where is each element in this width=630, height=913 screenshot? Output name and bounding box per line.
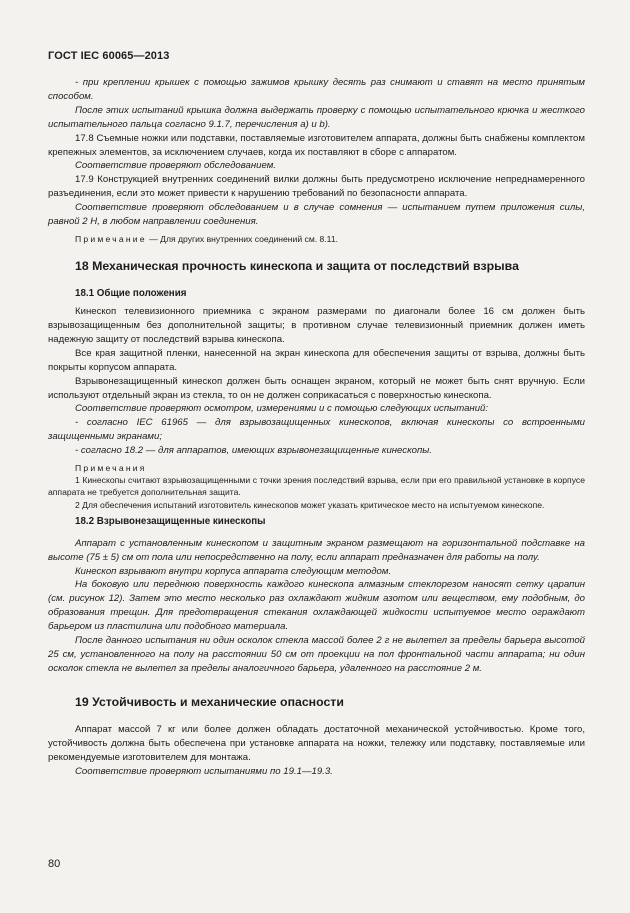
standard-header: ГОСТ IEC 60065—2013 — [48, 50, 170, 62]
paragraph: Взрывонезащищенный кинескоп должен быть оснащен экраном, который не может быть снят вручную. Если используют отдельный экран из стекла, то он не должен соприкасаться с поверхностью кинескопа. — [48, 375, 585, 401]
note-item: 1 Кинескопы считают взрывозащищенными с точки зрения последствий взрыва, если при его правильной установке в корпусе аппарата не требуется дополнительная защита. — [48, 475, 585, 498]
paragraph: На боковую или переднюю поверхность каждого кинескопа алмазным стеклорезом наносят сетку царапин (см. рисунок 12). Затем это место несколько раз охлаждают жидким азотом или веществом, ему подобным, до образования трещин. Для предотвращения стекания охлаждающей жидкости испытуемое место ограждают барьером из пластилина или подобного материала. — [48, 579, 585, 633]
paragraph: - при креплении крышек с помощью зажимов крышку десять раз снимают и ставят на место принятым способом. — [48, 77, 585, 102]
compliance-statement: Соответствие проверяют испытаниями по 19.1—19.3. — [75, 765, 333, 777]
section-19-title: 19 Устойчивость и механические опасности — [75, 694, 344, 709]
paragraph: После данного испытания ни один осколок стекла массой более 2 г не вылетел за пределы барьера высотой 25 см, установленного на полу на расстоянии 50 см от проекции на пол фронтальной части аппарата; ни один осколок стекла не вылетел за пределы аналогичного барьера, удаленного на расстояние 2 м. — [48, 635, 585, 674]
page-number: 80 — [48, 858, 61, 870]
clause-17-9: 17.9 Конструкцией внутренних соединений вилки должны быть предусмотрено исключение непреднамеренного разъединения, если это может привести к нарушению требований по безопасности аппарата. — [48, 174, 585, 200]
paragraph: Аппарат массой 7 кг или более должен обладать достаточной механической устойчивостью. Кроме того, устойчивость должна быть обеспечена при установке аппарата на ножки, тележку или подставку, поставляемые или рекомендуемые изготовителем для монтажа. — [48, 723, 585, 763]
note-label: Примечание — [75, 233, 147, 244]
section-18-title: 18 Механическая прочность кинескопа и защита от последствий взрыва — [75, 259, 519, 274]
subsection-18-2-title: 18.2 Взрывонезащищенные кинескопы — [75, 515, 266, 527]
paragraph: Кинескоп телевизионного приемника с экраном размерами по диагонали более 16 см должен быть взрывозащищенным без дополнительной защиты; в противном случае телевизионный приемник должен иметь надежную защиту от последствий взрыва кинескопа. — [48, 306, 585, 345]
list-item: - согласно IEC 61965 — для взрывозащищенных кинескопов, включая кинескопы со встроенными защищенными экранами; — [48, 417, 585, 443]
note-item: 2 Для обеспечения испытаний изготовитель кинескопов может указать критическое место на испытуемом кинескопе. — [75, 499, 545, 510]
paragraph: После этих испытаний крышка должна выдержать проверку с помощью испытательного крючка и жесткого испытательного пальца согласно 9.1.7, перечисления а) и b). — [48, 104, 585, 130]
paragraph: Все края защитной пленки, нанесенной на экран кинескопа для обеспечения защиты от взрыва, должны быть покрыты корпусом аппарата. — [48, 347, 585, 373]
list-item: - согласно 18.2 — для аппаратов, имеющих взрывонезащищенные кинескопы. — [75, 445, 432, 457]
paragraph: Аппарат с установленным кинескопом и защитным экраном размещают на горизонтальной подставке на высоте (75 ± 5) см от пола или непосредственно на полу, если аппарат предназначен для работы на полу. — [48, 537, 585, 563]
clause-17-8: 17.8 Съемные ножки или подставки, поставляемые изготовителем аппарата, должны быть снабжены комплектом крепежных элементов, за исключением случаев, когда их поставляют в сборе с аппаратом. — [48, 132, 585, 158]
subsection-18-1-title: 18.1 Общие положения — [75, 288, 187, 300]
note-text: — Для других внутренних соединений см. 8.11. — [146, 233, 338, 244]
notes-label: Примечания — [75, 463, 147, 474]
compliance-statement: Соответствие проверяют обследованием и в случае сомнения — испытанием путем приложения силы, равной 2 Н, в любом направлении соединения. — [48, 202, 585, 228]
compliance-statement: Соответствие проверяют осмотром, измерениями и с помощью следующих испытаний: — [75, 403, 489, 415]
compliance-statement: Соответствие проверяют обследованием. — [75, 160, 276, 172]
page-content — [48, 76, 585, 778]
note — [48, 233, 585, 245]
paragraph: Кинескоп взрывают внутри корпуса аппарата следующим методом. — [75, 565, 392, 577]
